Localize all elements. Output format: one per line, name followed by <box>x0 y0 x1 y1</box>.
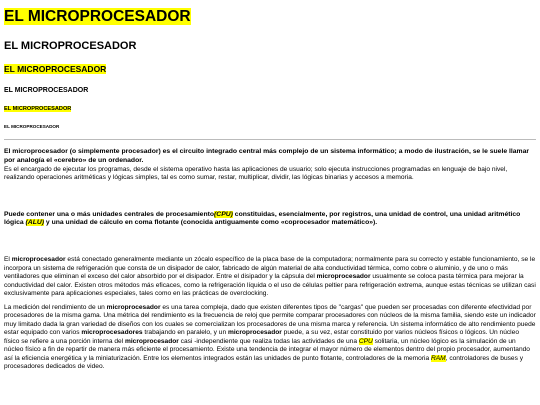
performance-paragraph: La medición del rendimiento de un microprocesador es una tarea compleja, dado que existen diferentes tipos de "cargas" que pueden ser procesadas con diferente efectividad por procesadores de la misma gama. Una métrica del rendimiento es la frecuencia de reloj que permite comparar procesadores con núcleos de la misma familia, siendo este un indicador muy limitado dada la gran variedad de diseños con los cuales se comercializan los procesadores de una misma marca y referencia. Un sistema informático de alto rendimiento puede estar equipado con varios microprocesadores trabajando en paralelo, y un microprocesador puede, a su vez, estar constituido por varios núcleos físicos o lógicos. Un núcleo físico se refiere a una porción interna del microprocesador casi -independiente que realiza todas las actividades de una CPU solitaria, un núcleo lógico es la simulación de un núcleo físico a fin de repartir de manera más eficiente el procesamiento. Existe una tendencia de integrar el mayor número de elementos dentro del propio procesador, aumentando así la eficiencia energética y la miniaturización. Entre los elementos integrados están las unidades de punto flotante, controladores de la memoria RAM, controladores de buses y procesadores dedicados de video. <box>4 303 536 371</box>
ram-term: RAM <box>431 354 446 362</box>
intro-lead: El microprocesador (o simplemente procesador) es el circuito integrado central más complejo de un sistema informático; a modo de ilustración, se le suele llamar por analogía el «cerebro» de un ordenador. <box>4 147 530 164</box>
units-paragraph: Puede contener una o más unidades centrales de procesamiento(CPU) constituidas, esencialmente, por registros, una unidad de control, una unidad aritmético lógica (ALU) y una unidad de cálculo en coma flotante (conocida antiguamente como «coprocesador matemático»). <box>4 210 521 227</box>
divider <box>4 139 536 140</box>
cooling-paragraph: El microprocesador está conectado generalmente mediante un zócalo específico de la placa base de la computadora; normalmente para su correcto y estable funcionamiento, se le incorpora un sistema de refrigeración que consta de un disipador de calor, fabricado de algún material de alta conductividad térmica, como cobre o aluminio, y de uno o más ventiladores que eliminan el exceso del calor absorbido por el disipador. Entre el disipador y la cápsula del microprocesador usualmente se coloca pasta térmica para mejorar la conductividad del calor. Existen otros métodos más eficaces, como la refrigeración líquida o el uso de células peltier para refrigeración extrema, aunque estas técnicas se utilizan casi exclusivamente para aplicaciones especiales, tales como en las prácticas de overclocking. <box>4 256 536 298</box>
intro-paragraph <box>4 148 536 183</box>
alu-term: (ALU) <box>25 219 45 227</box>
cpu-term-inline: CPU <box>358 337 373 345</box>
heading-5: EL MICROPROCESADOR <box>4 106 72 113</box>
cpu-term: (CPU) <box>214 210 233 218</box>
heading-1: EL MICROPROCESADOR <box>4 8 191 25</box>
intro-body: Es el encargado de ejecutar los programas, desde el sistema operativo hasta las aplicaciones de usuario; solo ejecuta instrucciones programadas en lenguaje de bajo nivel, realizando operaciones aritméticas y lógicas simples, tal es como sumar, restar, multiplicar, dividir, las lógicas binarias y accesos a memoria. <box>4 165 508 182</box>
heading-3: EL MICROPROCESADOR <box>4 64 107 75</box>
heading-2: EL MICROPROCESADOR <box>4 39 137 52</box>
heading-4: EL MICROPROCESADOR <box>4 87 89 95</box>
heading-6: EL MICROPROCESADOR <box>4 123 60 129</box>
